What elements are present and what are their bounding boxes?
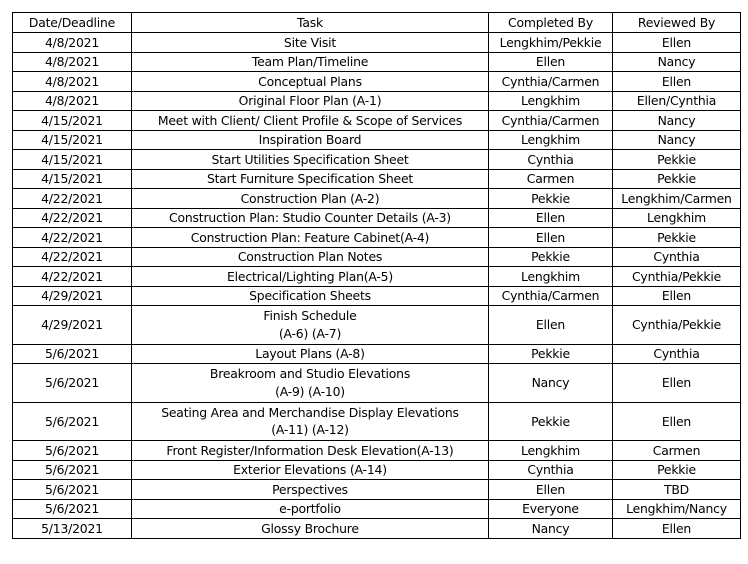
cell-reviewed-by: Cynthia/Pekkie	[613, 306, 741, 345]
task-line: Start Utilities Specification Sheet	[211, 151, 409, 167]
task-line: Layout Plans (A-8)	[255, 346, 365, 361]
cell-task	[132, 267, 489, 287]
table-row	[13, 519, 741, 539]
cell-date: 4/29/2021	[13, 306, 132, 345]
header-reviewed-by: Reviewed By	[613, 13, 741, 33]
cell-completed-by: Cynthia/Carmen	[489, 111, 613, 131]
cell-task	[132, 169, 489, 189]
cell-completed-by: Pekkie	[489, 189, 613, 209]
cell-date: 5/6/2021	[13, 499, 132, 519]
cell-task	[132, 52, 489, 72]
cell-task	[132, 150, 489, 170]
task-line: Inspiration Board	[258, 132, 362, 147]
cell-task	[132, 247, 489, 267]
task-line: Conceptual Plans	[258, 73, 362, 89]
cell-date: 4/22/2021	[13, 267, 132, 287]
header-completed-by: Completed By	[489, 13, 613, 33]
cell-completed-by: Ellen	[489, 306, 613, 345]
cell-task	[132, 111, 489, 131]
task-line: e-portfolio	[279, 501, 341, 516]
cell-completed-by: Ellen	[489, 52, 613, 72]
cell-date: 4/8/2021	[13, 91, 132, 111]
task-line: Site Visit	[283, 34, 337, 50]
task-line: Construction Plan: Feature Cabinet(A-4)	[190, 229, 430, 245]
task-line: Meet with Client/ Client Profile & Scope of Services	[157, 112, 463, 128]
table-row	[13, 33, 741, 53]
cell-task	[132, 189, 489, 209]
table-row	[13, 169, 741, 189]
cell-date: 4/22/2021	[13, 208, 132, 228]
cell-reviewed-by: Ellen	[613, 402, 741, 441]
task-line: Exterior Elevations (A-14)	[233, 462, 387, 477]
table-row	[13, 130, 741, 150]
cell-reviewed-by: Cynthia	[613, 344, 741, 364]
table-row	[13, 480, 741, 500]
task-line: Perspectives	[272, 481, 348, 497]
cell-date: 4/15/2021	[13, 169, 132, 189]
cell-task	[132, 208, 489, 228]
schedule-table	[12, 12, 741, 539]
cell-date: 4/8/2021	[13, 33, 132, 53]
cell-reviewed-by: Nancy	[613, 111, 741, 131]
task-line: Construction Plan (A-2)	[240, 190, 380, 206]
task-line: Team Plan/Timeline	[251, 54, 369, 69]
header-date: Date/Deadline	[13, 13, 132, 33]
cell-date: 5/6/2021	[13, 441, 132, 461]
table-row	[13, 111, 741, 131]
cell-reviewed-by: TBD	[613, 480, 741, 500]
cell-completed-by: Lengkhim/Pekkie	[489, 33, 613, 53]
task-line: Construction Plan: Studio Counter Details (A-3)	[169, 210, 451, 225]
cell-task	[132, 33, 489, 53]
task-line: Original Floor Plan (A-1)	[238, 93, 382, 108]
cell-reviewed-by: Ellen	[613, 72, 741, 92]
cell-date: 4/22/2021	[13, 247, 132, 267]
cell-completed-by: Cynthia	[489, 150, 613, 170]
cell-reviewed-by: Ellen/Cynthia	[613, 91, 741, 111]
table-row	[13, 499, 741, 519]
cell-reviewed-by: Lengkhim/Nancy	[613, 499, 741, 519]
cell-task	[132, 519, 489, 539]
table-row	[13, 286, 741, 306]
task-line: (A-9) (A-10)	[275, 383, 345, 399]
table-row	[13, 364, 741, 403]
cell-date: 4/15/2021	[13, 130, 132, 150]
cell-task	[132, 480, 489, 500]
task-line: Seating Area and Merchandise Display Elevations	[161, 404, 459, 420]
cell-date: 5/6/2021	[13, 460, 132, 480]
cell-task	[132, 228, 489, 248]
cell-completed-by: Lengkhim	[489, 130, 613, 150]
task-line: Construction Plan Notes	[237, 249, 383, 264]
cell-reviewed-by: Pekkie	[613, 150, 741, 170]
table-row	[13, 72, 741, 92]
table-row	[13, 91, 741, 111]
cell-reviewed-by: Ellen	[613, 33, 741, 53]
cell-date: 4/15/2021	[13, 111, 132, 131]
cell-completed-by: Pekkie	[489, 344, 613, 364]
table-row	[13, 150, 741, 170]
table-row	[13, 267, 741, 287]
cell-reviewed-by: Cynthia/Pekkie	[613, 267, 741, 287]
table-row	[13, 306, 741, 345]
cell-task	[132, 441, 489, 461]
cell-reviewed-by: Lengkhim	[613, 208, 741, 228]
cell-task	[132, 499, 489, 519]
cell-task	[132, 402, 489, 441]
cell-completed-by: Lengkhim	[489, 91, 613, 111]
cell-date: 5/6/2021	[13, 364, 132, 403]
task-line: Start Furniture Specification Sheet	[206, 171, 414, 186]
table-row	[13, 441, 741, 461]
cell-reviewed-by: Pekkie	[613, 169, 741, 189]
table-row	[13, 344, 741, 364]
table-row	[13, 460, 741, 480]
task-line: Front Register/Information Desk Elevation(A-13)	[166, 442, 454, 458]
cell-task	[132, 364, 489, 403]
cell-date: 5/6/2021	[13, 480, 132, 500]
task-line: Electrical/Lighting Plan(A-5)	[227, 268, 393, 284]
cell-completed-by: Nancy	[489, 519, 613, 539]
cell-date: 5/13/2021	[13, 519, 132, 539]
task-line: Breakroom and Studio Elevations	[209, 366, 411, 382]
cell-reviewed-by: Ellen	[613, 286, 741, 306]
task-line: Glossy Brochure	[261, 520, 359, 536]
cell-date: 4/22/2021	[13, 189, 132, 209]
cell-completed-by: Carmen	[489, 169, 613, 189]
cell-reviewed-by: Ellen	[613, 364, 741, 403]
cell-task	[132, 72, 489, 92]
cell-date: 4/22/2021	[13, 228, 132, 248]
cell-completed-by: Everyone	[489, 499, 613, 519]
header-row	[13, 13, 741, 33]
cell-date: 5/6/2021	[13, 344, 132, 364]
cell-reviewed-by: Cynthia	[613, 247, 741, 267]
table-body	[13, 33, 741, 539]
cell-completed-by: Ellen	[489, 480, 613, 500]
cell-task	[132, 130, 489, 150]
cell-completed-by: Nancy	[489, 364, 613, 403]
cell-completed-by: Ellen	[489, 228, 613, 248]
cell-reviewed-by: Lengkhim/Carmen	[613, 189, 741, 209]
cell-completed-by: Ellen	[489, 208, 613, 228]
cell-date: 4/8/2021	[13, 72, 132, 92]
cell-reviewed-by: Nancy	[613, 130, 741, 150]
cell-date: 4/29/2021	[13, 286, 132, 306]
table-row	[13, 189, 741, 209]
cell-completed-by: Cynthia/Carmen	[489, 72, 613, 92]
task-line: (A-6) (A-7)	[278, 325, 342, 341]
cell-reviewed-by: Pekkie	[613, 460, 741, 480]
task-line: Finish Schedule	[263, 308, 357, 324]
cell-reviewed-by: Carmen	[613, 441, 741, 461]
cell-task	[132, 286, 489, 306]
cell-completed-by: Cynthia/Carmen	[489, 286, 613, 306]
cell-task	[132, 91, 489, 111]
header-task: Task	[132, 13, 489, 33]
table-row	[13, 208, 741, 228]
table-row	[13, 228, 741, 248]
cell-completed-by: Lengkhim	[489, 441, 613, 461]
cell-date: 5/6/2021	[13, 402, 132, 441]
table-row	[13, 247, 741, 267]
task-line: Specification Sheets	[249, 288, 371, 303]
cell-completed-by: Pekkie	[489, 247, 613, 267]
cell-completed-by: Lengkhim	[489, 267, 613, 287]
cell-task	[132, 460, 489, 480]
cell-reviewed-by: Ellen	[613, 519, 741, 539]
cell-reviewed-by: Nancy	[613, 52, 741, 72]
cell-completed-by: Pekkie	[489, 402, 613, 441]
table-row	[13, 402, 741, 441]
cell-task	[132, 344, 489, 364]
cell-date: 4/8/2021	[13, 52, 132, 72]
cell-date: 4/15/2021	[13, 150, 132, 170]
cell-reviewed-by: Pekkie	[613, 228, 741, 248]
cell-completed-by: Cynthia	[489, 460, 613, 480]
task-line: (A-11) (A-12)	[271, 422, 349, 438]
cell-task	[132, 306, 489, 345]
table-row	[13, 52, 741, 72]
